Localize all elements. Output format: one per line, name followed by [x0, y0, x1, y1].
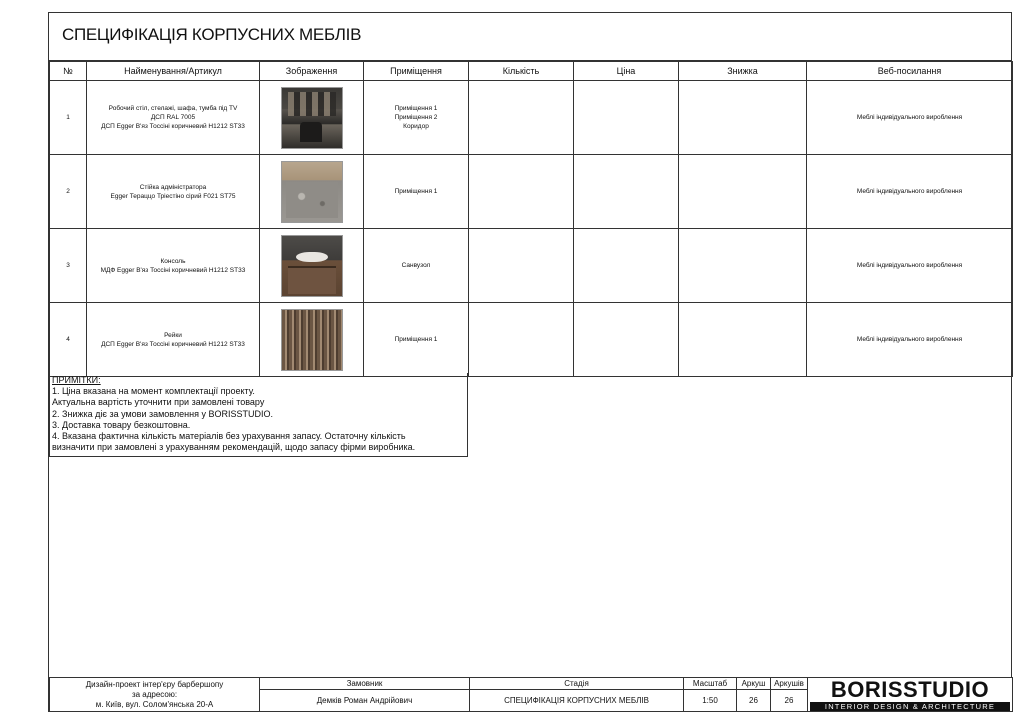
reception-desk-image [281, 161, 343, 223]
row-price [574, 155, 679, 229]
slats-image [281, 309, 343, 371]
note-line: визначити при замовлені з урахуванням рекомендацій, щодо запасу фірми виробника. [52, 442, 416, 453]
client-label: Замовник [260, 678, 470, 690]
row-image-cell [260, 81, 364, 155]
row-quantity [469, 81, 574, 155]
project-line: м. Київ, вул. Солом'янська 20-А [95, 699, 214, 709]
scale-label: Масштаб [684, 678, 737, 690]
sheet-value: 26 [737, 690, 771, 712]
name-line: МДФ Egger В'яз Тоссіні коричневий H1212 ST33 [100, 266, 246, 274]
stage-label: Стадія [470, 678, 684, 690]
drawing-sheet [48, 12, 1012, 712]
header-room: Приміщення [364, 62, 469, 81]
project-address [50, 678, 260, 712]
stage-value: СПЕЦИФІКАЦІЯ КОРПУСНИХ МЕБЛІВ [470, 690, 684, 712]
header-web-link: Веб-посилання [807, 62, 1013, 81]
row-web-link: Меблі індивідуального вироблення [807, 155, 1013, 229]
row-quantity [469, 155, 574, 229]
row-number: 2 [50, 155, 87, 229]
row-name [87, 229, 260, 303]
row-discount [679, 155, 807, 229]
note-line: Актуальна вартість уточнити при замовлені товару [52, 397, 265, 408]
client-value: Демків Роман Андрійович [260, 690, 470, 712]
room-line: Приміщення 1 [394, 336, 438, 343]
name-line: Робочий стіл, стелажі, шафа, тумба під TV [108, 105, 238, 112]
header-image: Зображення [260, 62, 364, 81]
row-number: 4 [50, 303, 87, 377]
row-price [574, 81, 679, 155]
project-line: за адресою: [131, 689, 178, 699]
table-row [50, 155, 1013, 229]
name-line: ДСП Egger В'яз Тоссіні коричневий H1212 ST33 [101, 340, 245, 348]
row-web-link: Меблі індивідуального вироблення [807, 303, 1013, 377]
room-line: Приміщення 2 [394, 114, 438, 121]
logo-subtitle: INTERIOR DESIGN & ARCHITECTURE [810, 702, 1010, 711]
row-number: 3 [50, 229, 87, 303]
name-line: ДСП RAL 7005 [150, 114, 196, 121]
name-line: ДСП Egger В'яз Тоссіні коричневий H1212 ST33 [101, 123, 245, 130]
row-discount [679, 81, 807, 155]
studio-logo [808, 678, 1013, 712]
logo-main-text: BORISSTUDIO [830, 676, 990, 702]
note-line: 3. Доставка товару безкоштовна. [52, 419, 191, 430]
table-row [50, 229, 1013, 303]
notes-block [49, 373, 468, 457]
name-line: Рейки [164, 331, 182, 339]
name-line: Стійка адміністратора [139, 183, 207, 191]
header-price: Ціна [574, 62, 679, 81]
header-quantity: Кількість [469, 62, 574, 81]
room-line: Приміщення 1 [394, 188, 438, 195]
title-bar [49, 13, 1011, 61]
row-image-cell [260, 303, 364, 377]
row-rooms [364, 155, 469, 229]
scale-value: 1:50 [684, 690, 737, 712]
project-line: Дизайн-проект інтер'єру барбершопу [85, 679, 224, 689]
header-number: № [50, 62, 87, 81]
note-line: 4. Вказана фактична кількість матеріалів без урахування запасу. Остаточну кількість [52, 431, 406, 442]
table-row [50, 81, 1013, 155]
row-price [574, 303, 679, 377]
row-price [574, 229, 679, 303]
row-number: 1 [50, 81, 87, 155]
notes-heading: ПРИМІТКИ: [52, 375, 101, 385]
header-discount: Знижка [679, 62, 807, 81]
row-web-link: Меблі індивідуального вироблення [807, 229, 1013, 303]
row-rooms [364, 303, 469, 377]
row-name [87, 303, 260, 377]
table-header-row [50, 62, 1013, 81]
room-line: Санвузол [401, 262, 431, 269]
name-line: Консоль [160, 257, 186, 265]
sheets-value: 26 [771, 690, 808, 712]
row-web-link: Меблі індивідуального вироблення [807, 81, 1013, 155]
row-image-cell [260, 229, 364, 303]
row-discount [679, 303, 807, 377]
specification-table [49, 61, 1013, 377]
page-title: СПЕЦИФІКАЦІЯ КОРПУСНИХ МЕБЛІВ [62, 25, 362, 44]
room-line: Приміщення 1 [394, 105, 438, 112]
table-row [50, 303, 1013, 377]
row-quantity [469, 303, 574, 377]
office-furniture-image [281, 87, 343, 149]
name-line: Egger Тераццо Тріестіно сірий F021 ST75 [110, 192, 236, 200]
row-rooms [364, 229, 469, 303]
sheet-label: Аркуш [737, 678, 771, 690]
console-sink-image [281, 235, 343, 297]
row-rooms [364, 81, 469, 155]
row-name [87, 155, 260, 229]
row-quantity [469, 229, 574, 303]
note-line: 1. Ціна вказана на момент комплектації проекту. [52, 386, 255, 397]
row-name [87, 81, 260, 155]
row-image-cell [260, 155, 364, 229]
row-discount [679, 229, 807, 303]
room-line: Коридор [403, 123, 429, 130]
title-block [49, 677, 1013, 712]
header-name: Найменування/Артикул [87, 62, 260, 81]
note-line: 2. Знижка діє за умови замовлення у BORISSTUDIO. [52, 408, 273, 419]
sheets-label: Аркушів [771, 678, 808, 690]
